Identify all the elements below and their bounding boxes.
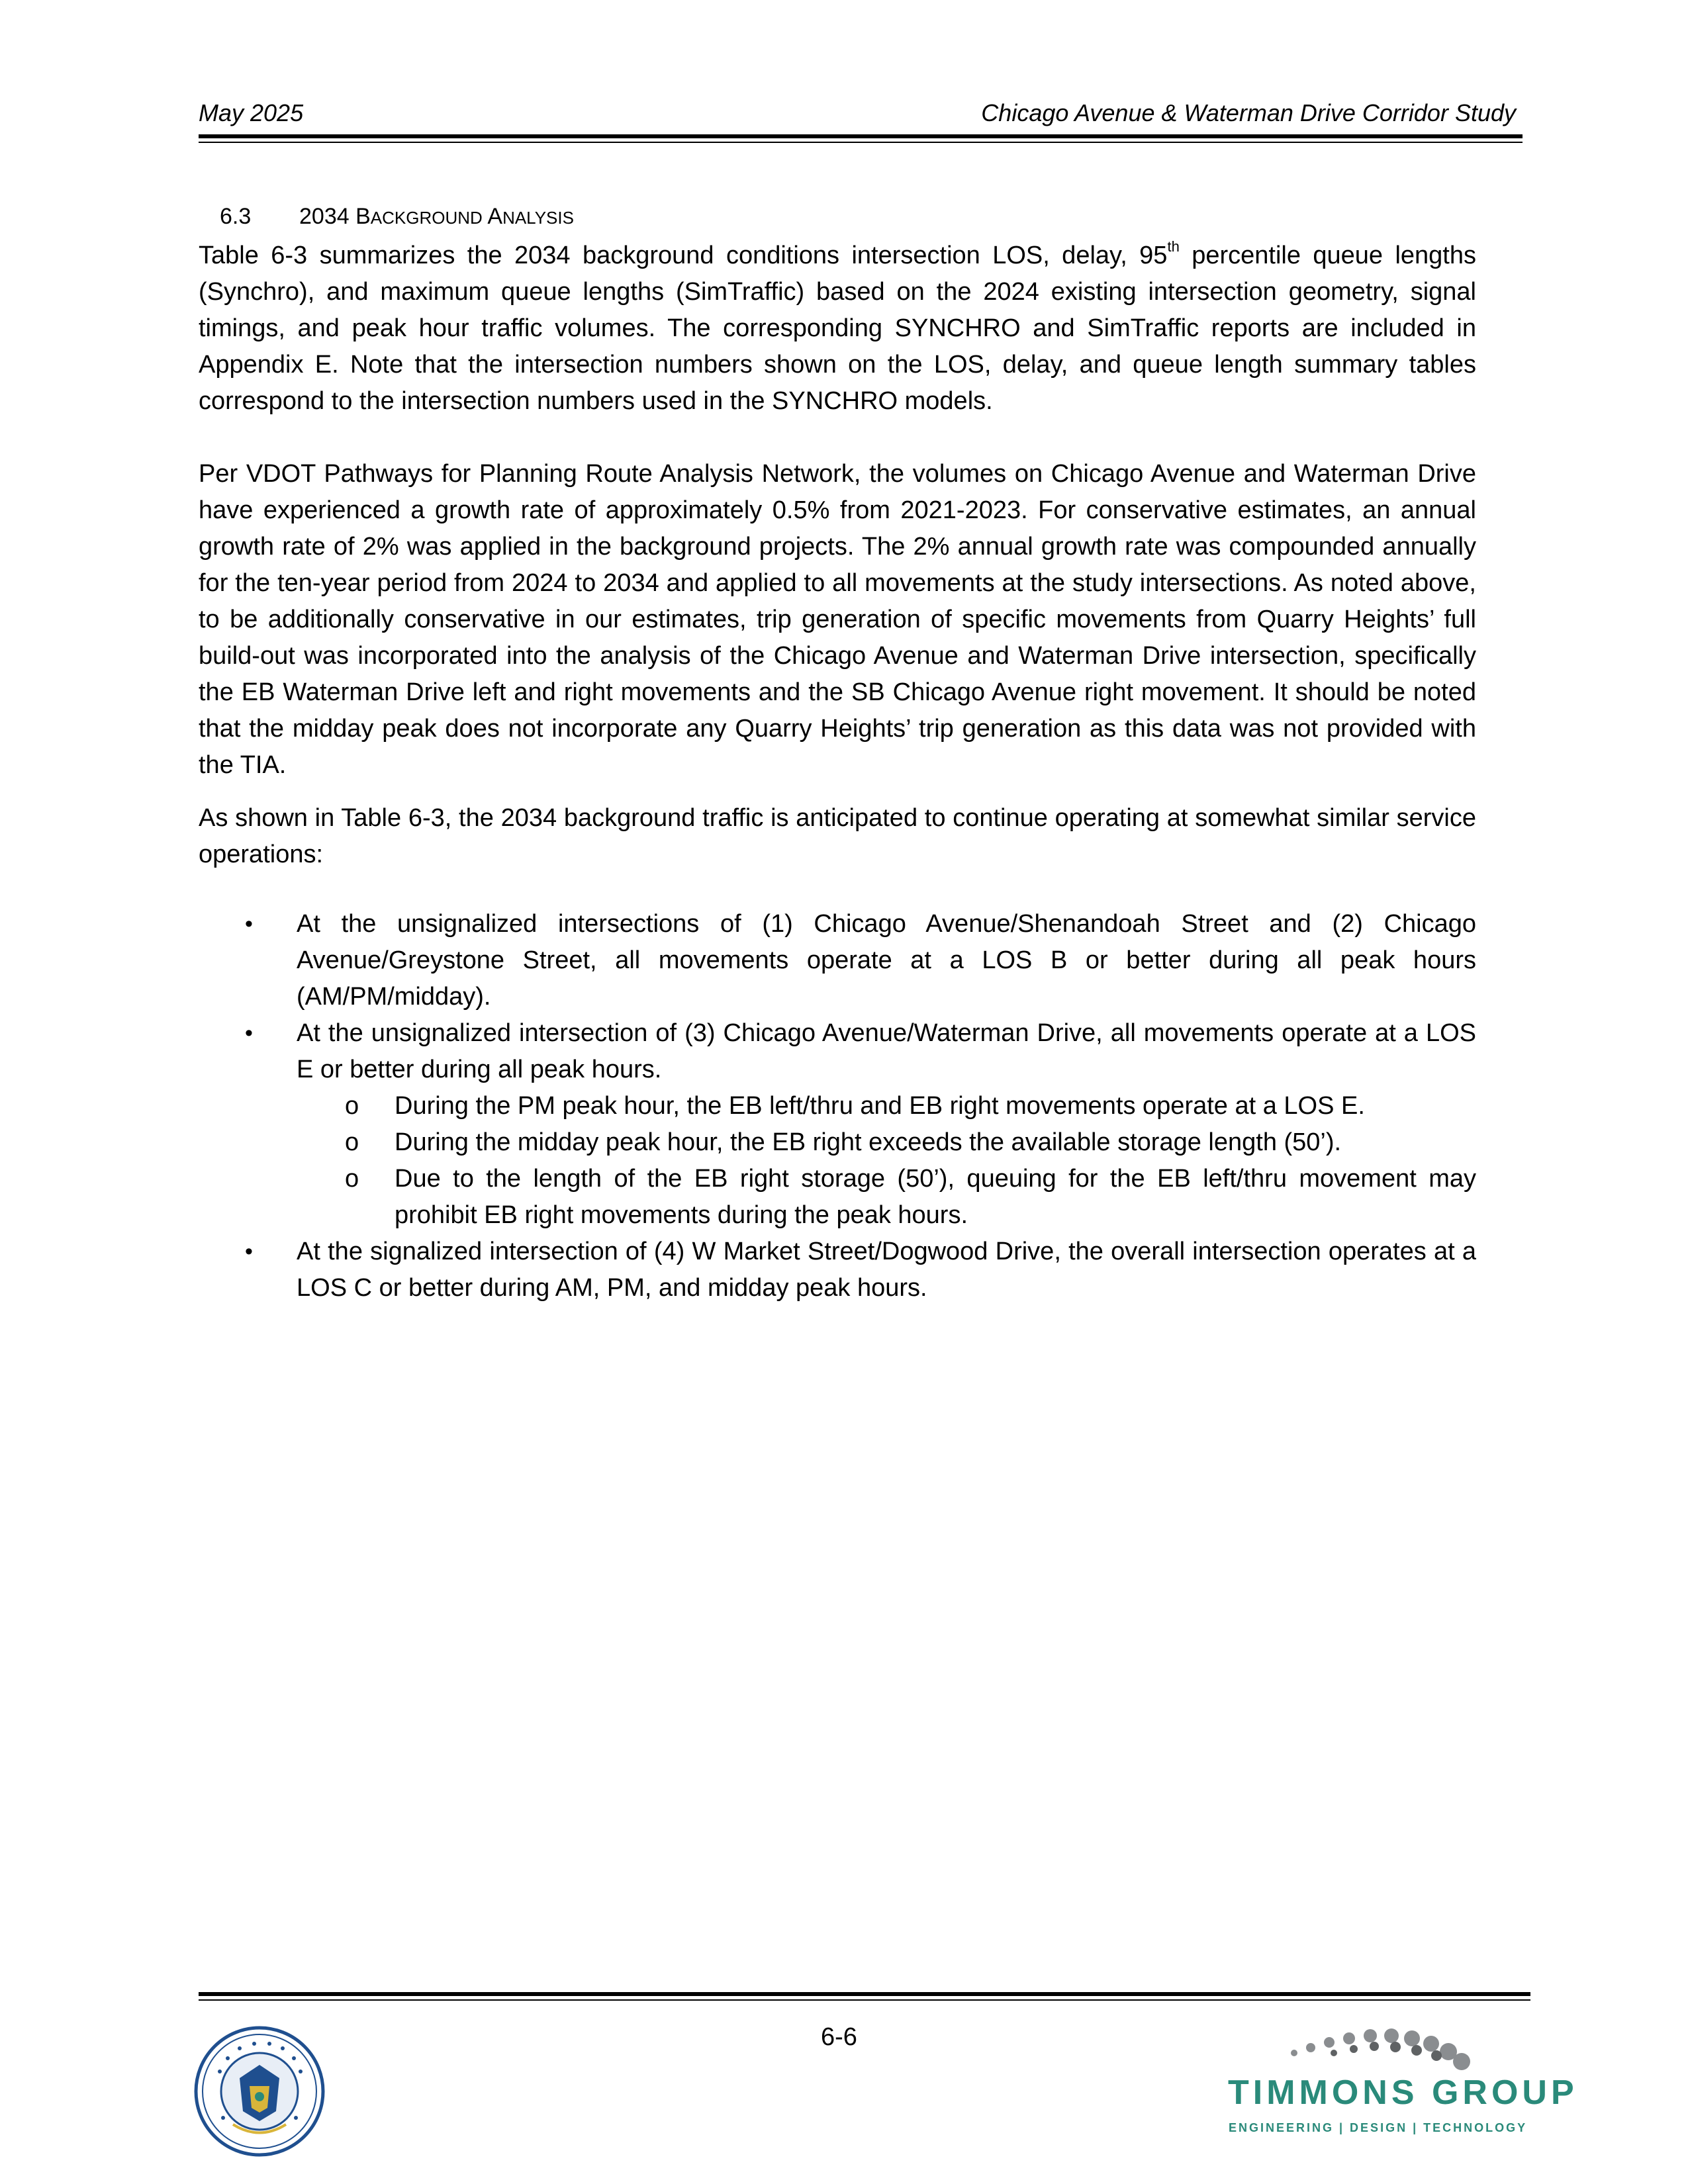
paragraph-intro-text-cont: percentile queue lengths (Synchro), and maximum queue lengths (SimTraffic) based on the 2024 existing intersection geometry, signal timings, and peak hour traffic volumes. The corresponding SYNCHRO and SimTraffic reports are included in Appendix E. Note that the intersection numbers shown on the LOS, delay, and queue length summary tables correspond to the intersection numbers used in the SYNCHRO models.: [199, 242, 1476, 415]
sub-list-item: [297, 1088, 1476, 1124]
section-title-initial-a: A: [487, 204, 503, 229]
bullet-icon: •: [245, 1239, 253, 1264]
list-item-text: At the unsignalized intersections of (1) Chicago Avenue/Shenandoah Street and (2) Chicago Avenue/Greystone Street, all movements operate at a LOS B or better during all peak hours (AM/PM/midday).: [297, 910, 1476, 1011]
list-item: [199, 906, 1476, 1015]
findings-list: [199, 906, 1476, 1306]
company-tagline: ENGINEERING | DESIGN | TECHNOLOGY: [1229, 2121, 1528, 2134]
sub-bullet-icon: o: [345, 1092, 359, 1120]
footer-rule-thin: [199, 1999, 1530, 2001]
header-rule-thin: [199, 142, 1523, 143]
paragraph-summary-lead: As shown in Table 6-3, the 2034 background traffic is anticipated to continue operating at somewhat similar service operations:: [199, 804, 1476, 868]
sub-list: [297, 1088, 1476, 1234]
city-seal-icon: [193, 2025, 326, 2158]
footer-rule-thick: [199, 1992, 1530, 1996]
header-rule-thick: [199, 134, 1523, 138]
page-body: [199, 199, 1476, 1306]
sub-list-item-text: During the midday peak hour, the EB right exceeds the available storage length (50’).: [395, 1128, 1342, 1156]
sub-bullet-icon: o: [345, 1128, 359, 1156]
section-number: 6.3: [220, 204, 252, 229]
paragraph-intro-text: Table 6-3 summarizes the 2034 background conditions intersection LOS, delay, 95: [199, 242, 1168, 269]
list-item: [199, 1234, 1476, 1306]
header-document-title: Chicago Avenue & Waterman Drive Corridor Study: [981, 99, 1516, 126]
sub-list-item-text: During the PM peak hour, the EB left/thru and EB right movements operate at a LOS E.: [395, 1092, 1365, 1120]
section-title-initial-b: B: [355, 204, 371, 229]
section-heading: [220, 199, 1476, 236]
paragraph-growth-rate: Per VDOT Pathways for Planning Route Analysis Network, the volumes on Chicago Avenue and Waterman Drive have experienced a growth rate of approximately 0.5% from 2021-2023. For conservative estimates, an annual growth rate of 2% was applied in the background projects. The 2% annual growth rate was compounded annually for the ten-year period from 2024 to 2034 and applied to all movements at the study intersections. As noted above, to be additionally conservative in our estimates, trip generation of specific movements from Quarry Heights’ full build-out was incorporated into the analysis of the Chicago Avenue and Waterman Drive intersection, specifically the EB Waterman Drive left and right movements and the SB Chicago Avenue right movement. It should be noted that the midday peak does not incorporate any Quarry Heights’ trip generation as this data was not provided with the TIA.: [199, 460, 1476, 779]
paragraph-intro: [199, 238, 1476, 420]
list-item: [199, 1015, 1476, 1234]
superscript-th: th: [1167, 238, 1180, 255]
sub-bullet-icon: o: [345, 1165, 359, 1193]
sub-list-item-text: Due to the length of the EB right storage (50’), queuing for the EB left/thru movement may prohibit EB right movements during the peak hours.: [395, 1165, 1476, 1229]
section-title-prefix: 2034: [299, 204, 356, 229]
bullet-icon: •: [245, 1021, 253, 1046]
header-date: May 2025: [199, 99, 304, 126]
section-title-rest-2: NALYSIS: [502, 208, 574, 228]
page-number: 6-6: [821, 2023, 857, 2051]
company-name: TIMMONS GROUP: [1228, 2073, 1578, 2112]
bullet-icon: •: [245, 911, 253, 936]
list-item-text: At the unsignalized intersection of (3) Chicago Avenue/Waterman Drive, all movements operate at a LOS E or better during all peak hours.: [297, 1019, 1476, 1083]
sub-list-item: [297, 1124, 1476, 1161]
sub-list-item: [297, 1161, 1476, 1234]
section-title-rest-1: ACKGROUND: [370, 208, 483, 228]
page-header: [199, 99, 1516, 126]
list-item-text: At the signalized intersection of (4) W Market Street/Dogwood Drive, the overall intersection operates at a LOS C or better during AM, PM, and midday peak hours.: [297, 1238, 1476, 1302]
